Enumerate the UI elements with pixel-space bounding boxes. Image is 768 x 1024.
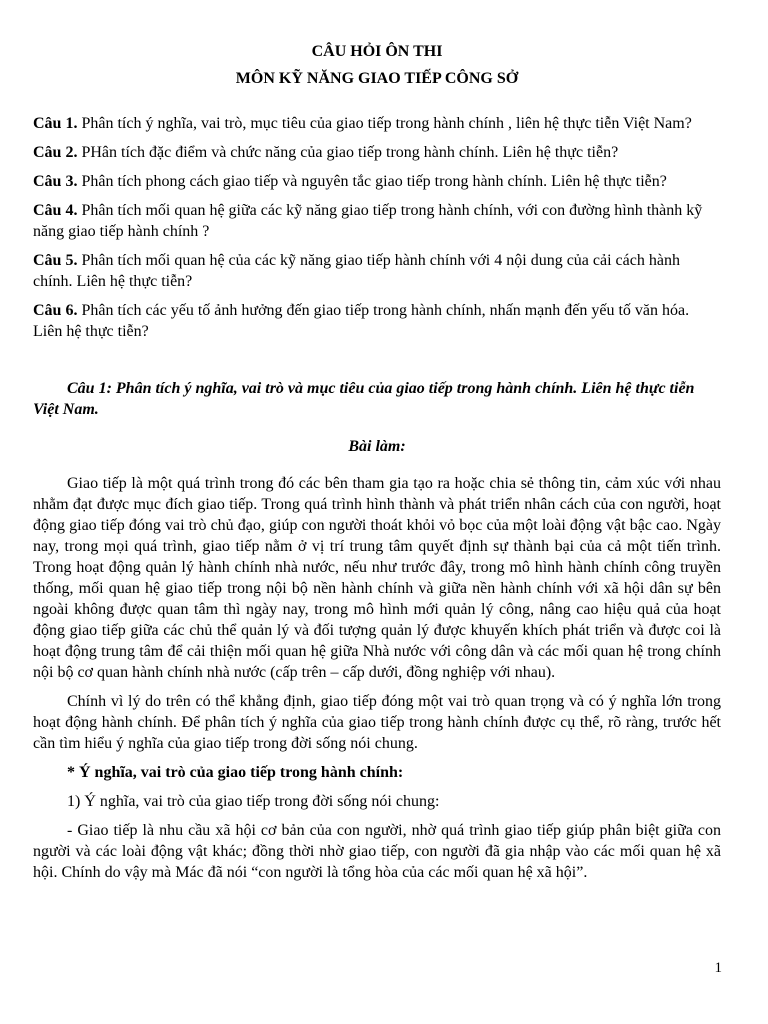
question-text: Phân tích ý nghĩa, vai trò, mục tiêu của giao tiếp trong hành chính , liên hệ thực tiễn Việt Nam?	[77, 115, 692, 132]
page-number: 1	[714, 960, 722, 976]
question-label: Câu 3.	[33, 173, 78, 190]
question-item	[33, 300, 721, 342]
document-page	[33, 38, 721, 883]
document-title-line1: CÂU HỎI ÔN THI	[311, 43, 443, 60]
answer-subsection-1: 1) Ý nghĩa, vai trò của giao tiếp trong đời sống nói chung:	[67, 793, 440, 810]
answer-paragraph-2: Chính vì lý do trên có thể khẳng định, giao tiếp đóng một vai trò quan trọng và có ý nghĩa lớn trong hoạt động hành chính. Để phân tích ý nghĩa của giao tiếp trong hành chính được cụ thể, rõ ràng, trước hết cần tìm hiểu ý nghĩa của giao tiếp trong đời sống nói chung.	[33, 693, 721, 752]
question-item	[33, 142, 721, 163]
question-label: Câu 5.	[33, 252, 78, 269]
question-text: PHân tích đặc điểm và chức năng của giao tiếp trong hành chính. Liên hệ thực tiễn?	[77, 144, 619, 161]
question-label: Câu 1.	[33, 115, 78, 132]
answer-subheading: * Ý nghĩa, vai trò của giao tiếp trong hành chính:	[67, 764, 404, 781]
answer-heading: Câu 1: Phân tích ý nghĩa, vai trò và mục tiêu của giao tiếp trong hành chính. Liên hệ thực tiễn Việt Nam.	[33, 380, 695, 418]
answer-paragraph-3: - Giao tiếp là nhu cầu xã hội cơ bản của con người, nhờ quá trình giao tiếp giúp phân biệt giữa con người và các loài động vật khác; đồng thời nhờ giao tiếp, con người đã gia nhập vào các mối quan hệ xã hội. Chính do vậy mà Mác đã nói “con người là tổng hòa của các mối quan hệ xã hội”.	[33, 822, 721, 881]
document-title-line2: MÔN KỸ NĂNG GIAO TIẾP CÔNG SỞ	[235, 70, 519, 87]
question-item	[33, 113, 721, 134]
question-text: Phân tích các yếu tố ảnh hưởng đến giao tiếp trong hành chính, nhấn mạnh đến yếu tố văn hóa. Liên hệ thực tiễn?	[33, 302, 690, 340]
question-label: Câu 4.	[33, 202, 78, 219]
question-item	[33, 200, 721, 242]
question-label: Câu 6.	[33, 302, 78, 319]
answer-paragraph-1: Giao tiếp là một quá trình trong đó các bên tham gia tạo ra hoặc chia sẻ thông tin, cảm xúc với nhau nhằm đạt được mục đích giao tiếp. Trong quá trình hình thành và phát triển nhân cách của con người, hoạt động giao tiếp đóng vai trò chủ đạo, giúp con người thoát khỏi vỏ bọc của một loài động vật bậc cao. Ngày nay, trong mọi quá trình, giao tiếp nằm ở vị trí trung tâm quyết định sự thành bại của cả một tiến trình. Trong hoạt động quản lý hành chính nhà nước, nếu như trước đây, trong mô hình hành chính công truyền thống, mối quan hệ giao tiếp trong nội bộ nền hành chính và giữa nền hành chính với xã hội dân sự bên ngoài không được quan tâm thì ngày nay, trong mô hình mới quản lý công, nâng cao hiệu quả của hoạt động giao tiếp giữa các chủ thể quản lý và đối tượng quản lý được khuyến khích phát triển và được coi là hoạt động trung tâm để cải thiện mối quan hệ giữa Nhà nước với công dân và các mối quan hệ trong chính nội bộ cơ quan hành chính nhà nước (cấp trên – cấp dưới, đồng nghiệp với nhau).	[33, 475, 721, 681]
bai-lam-label: Bài làm:	[348, 438, 406, 455]
question-item	[33, 250, 721, 292]
question-text: Phân tích mối quan hệ giữa các kỹ năng giao tiếp trong hành chính, với con đường hình thành kỹ năng giao tiếp hành chính ?	[33, 202, 703, 240]
question-label: Câu 2.	[33, 144, 78, 161]
question-list	[33, 113, 721, 342]
question-item	[33, 171, 721, 192]
question-text: Phân tích mối quan hệ của các kỹ năng giao tiếp hành chính với 4 nội dung của cải cách hành chính. Liên hệ thực tiễn?	[33, 252, 680, 290]
question-text: Phân tích phong cách giao tiếp và nguyên tắc giao tiếp trong hành chính. Liên hệ thực tiễn?	[77, 173, 667, 190]
